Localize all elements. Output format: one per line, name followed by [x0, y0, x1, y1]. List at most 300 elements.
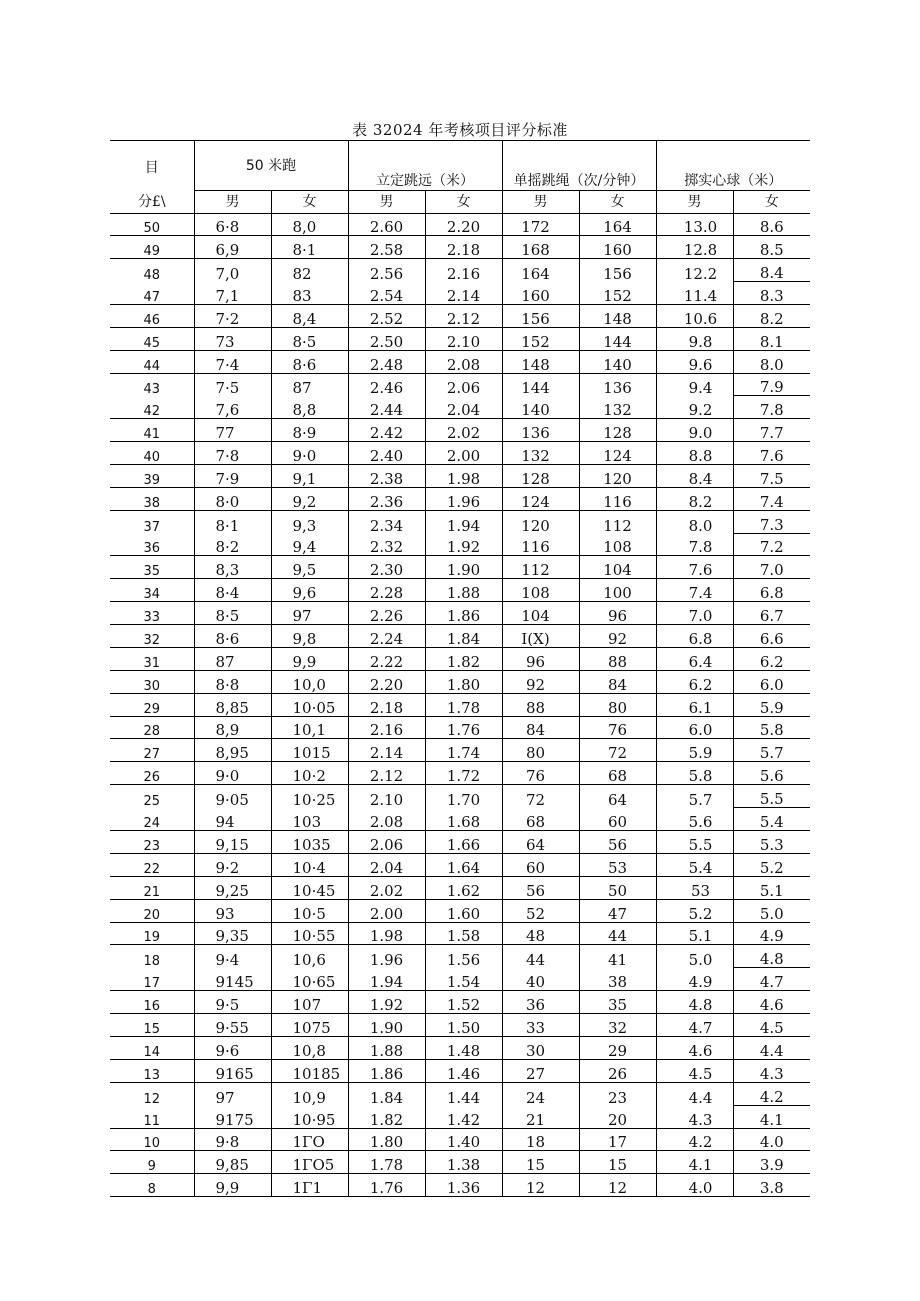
- medicine-ball-male: 5.1: [656, 923, 733, 945]
- medicine-ball-male: 11.4: [656, 282, 733, 305]
- run-50m-female: 10·55: [271, 923, 348, 945]
- run-50m-female: 8,8: [271, 396, 348, 419]
- long-jump-female: 1.48: [425, 1037, 502, 1060]
- medicine-ball-male: 4.1: [656, 1151, 733, 1174]
- long-jump-female: 1.96: [425, 488, 502, 511]
- medicine-ball-female: 7.2: [733, 534, 810, 556]
- run-50m-female: 9,1: [271, 465, 348, 488]
- medicine-ball-female: 4.7: [733, 968, 810, 991]
- run-50m-male: 6,9: [194, 236, 271, 259]
- score-cell: 25: [110, 785, 194, 808]
- medicine-ball-female: 8.4: [733, 259, 810, 282]
- jump-rope-female: 29: [579, 1037, 656, 1060]
- gender-female-label: 女: [579, 191, 656, 214]
- jump-rope-male: 88: [502, 694, 579, 717]
- medicine-ball-male: 7.4: [656, 579, 733, 602]
- medicine-ball-female: 8.5: [733, 236, 810, 259]
- long-jump-female: 2.02: [425, 419, 502, 442]
- run-50m-male: 7,1: [194, 282, 271, 305]
- long-jump-female: 1.56: [425, 945, 502, 968]
- score-cell: 29: [110, 694, 194, 717]
- jump-rope-male: 92: [502, 671, 579, 694]
- long-jump-male: 2.42: [348, 419, 425, 442]
- long-jump-female: 1.84: [425, 625, 502, 648]
- table-row: [110, 602, 810, 625]
- table-row: [110, 991, 810, 1014]
- jump-rope-female: 15: [579, 1151, 656, 1174]
- medicine-ball-male: 9.2: [656, 396, 733, 419]
- table-row: [110, 1083, 810, 1106]
- event-header-50m-run: 50 米跑: [194, 141, 348, 191]
- run-50m-male: 8·8: [194, 671, 271, 694]
- run-50m-female: 9,4: [271, 534, 348, 556]
- run-50m-female: 8,0: [271, 214, 348, 236]
- long-jump-female: 1.54: [425, 968, 502, 991]
- run-50m-male: 7,0: [194, 259, 271, 282]
- jump-rope-male: 132: [502, 442, 579, 465]
- score-cell: 31: [110, 648, 194, 671]
- long-jump-female: 1.98: [425, 465, 502, 488]
- medicine-ball-male: 8.4: [656, 465, 733, 488]
- long-jump-female: 1.66: [425, 831, 502, 854]
- medicine-ball-male: 8.2: [656, 488, 733, 511]
- table-row: [110, 1174, 810, 1197]
- jump-rope-male: 172: [502, 214, 579, 236]
- jump-rope-female: 68: [579, 762, 656, 785]
- jump-rope-female: 120: [579, 465, 656, 488]
- score-cell: 40: [110, 442, 194, 465]
- gender-female-label: 女: [271, 191, 348, 214]
- score-cell: 30: [110, 671, 194, 694]
- run-50m-male: 6·8: [194, 214, 271, 236]
- jump-rope-female: 136: [579, 374, 656, 396]
- long-jump-female: 1.52: [425, 991, 502, 1014]
- long-jump-female: 1.82: [425, 648, 502, 671]
- medicine-ball-female: 5.4: [733, 808, 810, 831]
- run-50m-female: 1015: [271, 739, 348, 762]
- score-cell: 36: [110, 534, 194, 556]
- jump-rope-female: 96: [579, 602, 656, 625]
- jump-rope-female: 23: [579, 1083, 656, 1106]
- table-row: [110, 465, 810, 488]
- run-50m-male: 8·6: [194, 625, 271, 648]
- long-jump-female: 1.50: [425, 1014, 502, 1037]
- table-row: [110, 694, 810, 717]
- corner-label-top: 目: [110, 141, 194, 191]
- medicine-ball-male: 6.4: [656, 648, 733, 671]
- run-50m-female: 8·1: [271, 236, 348, 259]
- corner-label-bottom: 分£\: [110, 191, 194, 214]
- jump-rope-male: 120: [502, 511, 579, 534]
- score-cell: 14: [110, 1037, 194, 1060]
- table-row: [110, 900, 810, 923]
- run-50m-male: 7·9: [194, 465, 271, 488]
- medicine-ball-female: 7.3: [733, 511, 810, 534]
- long-jump-male: 2.56: [348, 259, 425, 282]
- medicine-ball-female: 7.5: [733, 465, 810, 488]
- medicine-ball-male: 9.0: [656, 419, 733, 442]
- long-jump-female: 1.38: [425, 1151, 502, 1174]
- score-cell: 20: [110, 900, 194, 923]
- medicine-ball-female: 4.6: [733, 991, 810, 1014]
- long-jump-male: 2.54: [348, 282, 425, 305]
- run-50m-female: 9,8: [271, 625, 348, 648]
- medicine-ball-female: 5.9: [733, 694, 810, 717]
- long-jump-female: 1.70: [425, 785, 502, 808]
- jump-rope-male: 21: [502, 1106, 579, 1129]
- long-jump-male: 2.18: [348, 694, 425, 717]
- long-jump-female: 1.76: [425, 717, 502, 739]
- table-row: [110, 717, 810, 739]
- jump-rope-female: 132: [579, 396, 656, 419]
- jump-rope-male: 40: [502, 968, 579, 991]
- medicine-ball-male: 5.0: [656, 945, 733, 968]
- run-50m-female: 8·6: [271, 351, 348, 374]
- run-50m-female: 10·45: [271, 877, 348, 900]
- table-row: [110, 396, 810, 419]
- jump-rope-male: 18: [502, 1129, 579, 1151]
- jump-rope-female: 104: [579, 556, 656, 579]
- score-cell: 9: [110, 1151, 194, 1174]
- long-jump-male: 2.52: [348, 305, 425, 328]
- table-row: [110, 534, 810, 556]
- score-cell: 11: [110, 1106, 194, 1129]
- run-50m-male: 9·55: [194, 1014, 271, 1037]
- run-50m-male: 9·0: [194, 762, 271, 785]
- jump-rope-male: 72: [502, 785, 579, 808]
- gender-male-label: 男: [194, 191, 271, 214]
- run-50m-female: 10·5: [271, 900, 348, 923]
- run-50m-female: 10185: [271, 1060, 348, 1083]
- medicine-ball-female: 4.0: [733, 1129, 810, 1151]
- long-jump-female: 1.78: [425, 694, 502, 717]
- medicine-ball-male: 4.7: [656, 1014, 733, 1037]
- long-jump-male: 2.38: [348, 465, 425, 488]
- jump-rope-male: 80: [502, 739, 579, 762]
- long-jump-male: 2.02: [348, 877, 425, 900]
- score-cell: 10: [110, 1129, 194, 1151]
- jump-rope-male: 48: [502, 923, 579, 945]
- medicine-ball-male: 4.2: [656, 1129, 733, 1151]
- medicine-ball-female: 6.0: [733, 671, 810, 694]
- medicine-ball-male: 9.8: [656, 328, 733, 351]
- run-50m-male: 97: [194, 1083, 271, 1106]
- medicine-ball-male: 4.5: [656, 1060, 733, 1083]
- jump-rope-female: 17: [579, 1129, 656, 1151]
- table-row: [110, 351, 810, 374]
- jump-rope-male: 60: [502, 854, 579, 877]
- long-jump-female: 1.68: [425, 808, 502, 831]
- score-cell: 47: [110, 282, 194, 305]
- long-jump-male: 2.40: [348, 442, 425, 465]
- run-50m-female: 1035: [271, 831, 348, 854]
- gender-female-label: 女: [425, 191, 502, 214]
- medicine-ball-male: 4.6: [656, 1037, 733, 1060]
- score-cell: 15: [110, 1014, 194, 1037]
- run-50m-male: 7·4: [194, 351, 271, 374]
- run-50m-male: 9·2: [194, 854, 271, 877]
- run-50m-female: 83: [271, 282, 348, 305]
- medicine-ball-male: 5.5: [656, 831, 733, 854]
- long-jump-male: 2.44: [348, 396, 425, 419]
- medicine-ball-female: 5.5: [733, 785, 810, 808]
- score-cell: 16: [110, 991, 194, 1014]
- long-jump-male: 2.32: [348, 534, 425, 556]
- score-cell: 19: [110, 923, 194, 945]
- jump-rope-male: 128: [502, 465, 579, 488]
- score-cell: 13: [110, 1060, 194, 1083]
- medicine-ball-male: 4.9: [656, 968, 733, 991]
- jump-rope-female: 56: [579, 831, 656, 854]
- jump-rope-male: 164: [502, 259, 579, 282]
- long-jump-male: 2.34: [348, 511, 425, 534]
- long-jump-male: 2.08: [348, 808, 425, 831]
- jump-rope-male: 44: [502, 945, 579, 968]
- table-row: [110, 625, 810, 648]
- run-50m-male: 9,15: [194, 831, 271, 854]
- jump-rope-female: 20: [579, 1106, 656, 1129]
- long-jump-male: 2.48: [348, 351, 425, 374]
- medicine-ball-female: 5.8: [733, 717, 810, 739]
- medicine-ball-male: 4.0: [656, 1174, 733, 1197]
- run-50m-female: 1Γ1: [271, 1174, 348, 1197]
- run-50m-female: 9,3: [271, 511, 348, 534]
- jump-rope-female: 41: [579, 945, 656, 968]
- run-50m-male: 8,9: [194, 717, 271, 739]
- jump-rope-female: 84: [579, 671, 656, 694]
- jump-rope-female: 12: [579, 1174, 656, 1197]
- jump-rope-male: 104: [502, 602, 579, 625]
- run-50m-male: 7,6: [194, 396, 271, 419]
- jump-rope-female: 112: [579, 511, 656, 534]
- run-50m-male: 8·0: [194, 488, 271, 511]
- long-jump-female: 1.72: [425, 762, 502, 785]
- long-jump-male: 2.58: [348, 236, 425, 259]
- score-cell: 33: [110, 602, 194, 625]
- table-row: [110, 671, 810, 694]
- long-jump-female: 2.08: [425, 351, 502, 374]
- jump-rope-female: 26: [579, 1060, 656, 1083]
- score-cell: 24: [110, 808, 194, 831]
- medicine-ball-female: 8.3: [733, 282, 810, 305]
- medicine-ball-female: 7.8: [733, 396, 810, 419]
- header-row-events: [110, 141, 810, 191]
- medicine-ball-female: 8.2: [733, 305, 810, 328]
- medicine-ball-male: 5.2: [656, 900, 733, 923]
- score-cell: 28: [110, 717, 194, 739]
- run-50m-female: 10·2: [271, 762, 348, 785]
- jump-rope-male: 24: [502, 1083, 579, 1106]
- long-jump-female: 2.14: [425, 282, 502, 305]
- table-row: [110, 877, 810, 900]
- run-50m-male: 7·8: [194, 442, 271, 465]
- long-jump-female: 2.16: [425, 259, 502, 282]
- event-header-standing-long-jump: 立定跳远（米）: [348, 141, 502, 191]
- jump-rope-female: 80: [579, 694, 656, 717]
- jump-rope-female: 128: [579, 419, 656, 442]
- run-50m-male: 9·5: [194, 991, 271, 1014]
- score-cell: 23: [110, 831, 194, 854]
- jump-rope-male: 112: [502, 556, 579, 579]
- medicine-ball-male: 6.0: [656, 717, 733, 739]
- score-cell: 32: [110, 625, 194, 648]
- jump-rope-male: 156: [502, 305, 579, 328]
- long-jump-female: 2.12: [425, 305, 502, 328]
- long-jump-female: 1.46: [425, 1060, 502, 1083]
- medicine-ball-female: 8.6: [733, 214, 810, 236]
- jump-rope-female: 50: [579, 877, 656, 900]
- run-50m-female: 1ΓO: [271, 1129, 348, 1151]
- long-jump-female: 1.86: [425, 602, 502, 625]
- jump-rope-male: 84: [502, 717, 579, 739]
- table-row: [110, 556, 810, 579]
- jump-rope-male: 68: [502, 808, 579, 831]
- run-50m-female: 97: [271, 602, 348, 625]
- scoring-table: [110, 140, 810, 1197]
- long-jump-female: 1.74: [425, 739, 502, 762]
- long-jump-female: 1.36: [425, 1174, 502, 1197]
- medicine-ball-female: 6.7: [733, 602, 810, 625]
- long-jump-male: 2.22: [348, 648, 425, 671]
- medicine-ball-male: 6.8: [656, 625, 733, 648]
- jump-rope-female: 108: [579, 534, 656, 556]
- medicine-ball-male: 5.4: [656, 854, 733, 877]
- run-50m-male: 87: [194, 648, 271, 671]
- table-row: [110, 214, 810, 236]
- run-50m-male: 9165: [194, 1060, 271, 1083]
- run-50m-female: 10·95: [271, 1106, 348, 1129]
- run-50m-female: 10,8: [271, 1037, 348, 1060]
- long-jump-male: 1.80: [348, 1129, 425, 1151]
- medicine-ball-female: 4.8: [733, 945, 810, 968]
- long-jump-male: 1.88: [348, 1037, 425, 1060]
- long-jump-female: 1.94: [425, 511, 502, 534]
- score-cell: 39: [110, 465, 194, 488]
- table-row: [110, 305, 810, 328]
- long-jump-male: 1.96: [348, 945, 425, 968]
- table-row: [110, 1151, 810, 1174]
- medicine-ball-male: 12.2: [656, 259, 733, 282]
- jump-rope-male: 30: [502, 1037, 579, 1060]
- medicine-ball-male: 7.6: [656, 556, 733, 579]
- long-jump-female: 2.10: [425, 328, 502, 351]
- medicine-ball-female: 8.0: [733, 351, 810, 374]
- medicine-ball-male: 12.8: [656, 236, 733, 259]
- jump-rope-female: 60: [579, 808, 656, 831]
- jump-rope-female: 38: [579, 968, 656, 991]
- medicine-ball-male: 9.6: [656, 351, 733, 374]
- jump-rope-female: 144: [579, 328, 656, 351]
- run-50m-female: 9·0: [271, 442, 348, 465]
- run-50m-male: 9,85: [194, 1151, 271, 1174]
- jump-rope-female: 53: [579, 854, 656, 877]
- run-50m-male: 94: [194, 808, 271, 831]
- medicine-ball-female: 7.9: [733, 374, 810, 396]
- medicine-ball-female: 5.0: [733, 900, 810, 923]
- jump-rope-female: 164: [579, 214, 656, 236]
- long-jump-female: 1.44: [425, 1083, 502, 1106]
- jump-rope-female: 156: [579, 259, 656, 282]
- medicine-ball-male: 5.8: [656, 762, 733, 785]
- medicine-ball-female: 4.9: [733, 923, 810, 945]
- run-50m-male: 77: [194, 419, 271, 442]
- run-50m-female: 8·5: [271, 328, 348, 351]
- medicine-ball-male: 8.0: [656, 511, 733, 534]
- table-row: [110, 923, 810, 945]
- event-header-medicine-ball: 掷实心球（米）: [656, 141, 810, 191]
- run-50m-female: 9,5: [271, 556, 348, 579]
- medicine-ball-female: 3.9: [733, 1151, 810, 1174]
- jump-rope-male: 56: [502, 877, 579, 900]
- table-row: [110, 648, 810, 671]
- table-row: [110, 739, 810, 762]
- medicine-ball-female: 7.0: [733, 556, 810, 579]
- jump-rope-female: 64: [579, 785, 656, 808]
- long-jump-male: 1.84: [348, 1083, 425, 1106]
- score-cell: 17: [110, 968, 194, 991]
- medicine-ball-male: 10.6: [656, 305, 733, 328]
- table-row: [110, 945, 810, 968]
- long-jump-female: 1.62: [425, 877, 502, 900]
- jump-rope-male: 27: [502, 1060, 579, 1083]
- medicine-ball-male: 8.8: [656, 442, 733, 465]
- run-50m-male: 7·2: [194, 305, 271, 328]
- table-row: [110, 374, 810, 396]
- run-50m-female: 10,9: [271, 1083, 348, 1106]
- jump-rope-female: 35: [579, 991, 656, 1014]
- medicine-ball-male: 5.7: [656, 785, 733, 808]
- long-jump-male: 2.06: [348, 831, 425, 854]
- jump-rope-female: 124: [579, 442, 656, 465]
- long-jump-female: 2.20: [425, 214, 502, 236]
- medicine-ball-female: 6.6: [733, 625, 810, 648]
- long-jump-female: 1.90: [425, 556, 502, 579]
- medicine-ball-female: 4.3: [733, 1060, 810, 1083]
- medicine-ball-male: 6.1: [656, 694, 733, 717]
- long-jump-male: 1.76: [348, 1174, 425, 1197]
- long-jump-male: 2.12: [348, 762, 425, 785]
- long-jump-male: 2.26: [348, 602, 425, 625]
- run-50m-female: 9,2: [271, 488, 348, 511]
- medicine-ball-female: 7.7: [733, 419, 810, 442]
- jump-rope-female: 88: [579, 648, 656, 671]
- run-50m-female: 9,9: [271, 648, 348, 671]
- gender-male-label: 男: [348, 191, 425, 214]
- table-row: [110, 1014, 810, 1037]
- jump-rope-male: 152: [502, 328, 579, 351]
- run-50m-female: 10·25: [271, 785, 348, 808]
- score-cell: 43: [110, 374, 194, 396]
- long-jump-female: 2.00: [425, 442, 502, 465]
- jump-rope-female: 72: [579, 739, 656, 762]
- table-row: [110, 419, 810, 442]
- medicine-ball-female: 8.1: [733, 328, 810, 351]
- table-row: [110, 259, 810, 282]
- jump-rope-male: 124: [502, 488, 579, 511]
- table-row: [110, 762, 810, 785]
- run-50m-female: 10,1: [271, 717, 348, 739]
- run-50m-male: 93: [194, 900, 271, 923]
- score-cell: 42: [110, 396, 194, 419]
- score-cell: 22: [110, 854, 194, 877]
- jump-rope-female: 100: [579, 579, 656, 602]
- long-jump-female: 1.88: [425, 579, 502, 602]
- medicine-ball-male: 53: [656, 877, 733, 900]
- medicine-ball-female: 5.2: [733, 854, 810, 877]
- long-jump-female: 2.04: [425, 396, 502, 419]
- medicine-ball-female: 4.4: [733, 1037, 810, 1060]
- run-50m-male: 9,25: [194, 877, 271, 900]
